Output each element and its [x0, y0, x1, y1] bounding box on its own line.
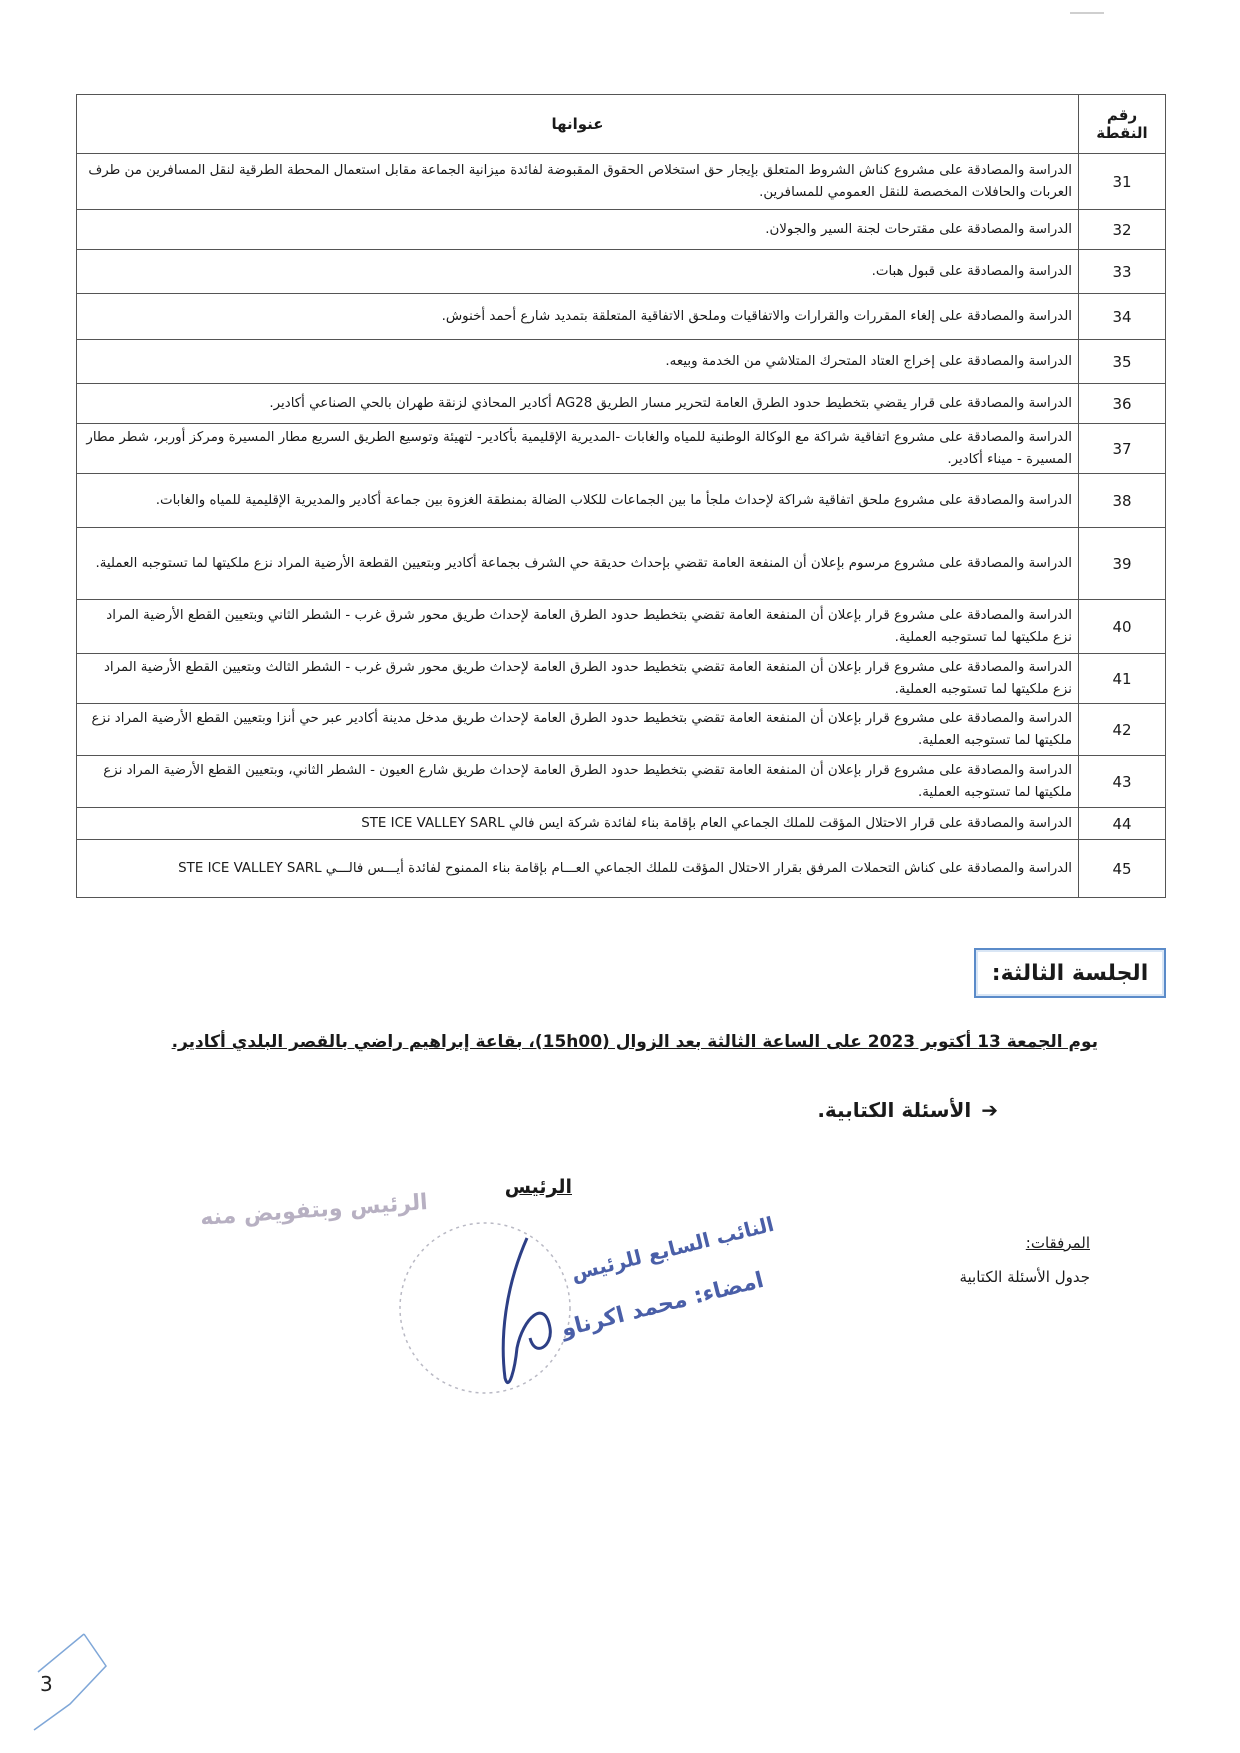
- signature-stamp: [295, 1211, 777, 1418]
- stamp-circle: [400, 1223, 570, 1393]
- table-header-row: [77, 95, 1166, 154]
- attachments-label: المرفقات:: [1025, 1234, 1090, 1252]
- table-row: [77, 474, 1166, 528]
- table-row: [77, 756, 1166, 808]
- scan-mark: [1070, 12, 1104, 14]
- row-text: الدراسة والمصادقة على إلغاء المقررات والقرارات والاتفاقيات وملحق الاتفاقية المتعلقة بتمديد شارع أحمد أخنوش.: [77, 294, 1079, 340]
- table-row: [77, 294, 1166, 340]
- row-number: 35: [1079, 340, 1166, 384]
- table-row: [77, 808, 1166, 840]
- header-number: رقم النقطة: [1079, 95, 1166, 154]
- row-text: الدراسة والمصادقة على مقترحات لجنة السير والجولان.: [77, 210, 1079, 250]
- table-row: [77, 704, 1166, 756]
- page-number: 3: [40, 1672, 53, 1696]
- row-number: 41: [1079, 654, 1166, 704]
- row-text: الدراسة والمصادقة على مشروع ملحق اتفاقية شراكة لإحداث ملجأ ما بين الجماعات للكلاب الضالة بمنطقة الغزوة بين جماعة أكادير والمديرية الإقليمية للمياه والغابات.: [77, 474, 1079, 528]
- row-text: الدراسة والمصادقة على إخراج العتاد المتحرك المتلاشي من الخدمة وبيعه.: [77, 340, 1079, 384]
- row-text: الدراسة والمصادقة على قرار الاحتلال المؤقت للملك الجماعي العام بإقامة بناء لفائدة شركة ايس فالي STE ICE VALLEY SARL: [77, 808, 1079, 840]
- row-number: 34: [1079, 294, 1166, 340]
- row-number: 44: [1079, 808, 1166, 840]
- signature-icon: [503, 1238, 550, 1383]
- arrow-left-icon: ➔: [981, 1098, 998, 1122]
- row-text: الدراسة والمصادقة على مشروع قرار بإعلان أن المنفعة العامة تقضي بتخطيط حدود الطرق العامة لإحداث طريق محور شرق غرب - الشطر الثاني وبتعيين القطع الأرضية المراد نزع ملكيتها لما تستوجبه العملية.: [77, 600, 1079, 654]
- attachments-item: جدول الأسئلة الكتابية: [959, 1268, 1090, 1286]
- row-text: الدراسة والمصادقة على قبول هبات.: [77, 250, 1079, 294]
- row-text: الدراسة والمصادقة على مشروع قرار بإعلان أن المنفعة العامة تقضي بتخطيط حدود الطرق العامة لإحداث طريق شارع العيون - الشطر الثاني، وبتعيين القطع الأرضية المراد نزع ملكيتها لما تستوجبه العملية.: [77, 756, 1079, 808]
- row-text: الدراسة والمصادقة على مشروع اتفاقية شراكة مع الوكالة الوطنية للمياه والغابات -المديرية الإقليمية بأكادير- لتهيئة وتوسيع الطريق السريع مطار المسيرة ومركز أوربر، شطر مطار المسيرة - ميناء أكادير.: [77, 424, 1079, 474]
- session-date-line: يوم الجمعة 13 أكتوبر 2023 على الساعة الثالثة بعد الزوال (15h00)، بقاعة إبراهيم راضي بالقصر البلدي أكادير.: [171, 1032, 1098, 1052]
- row-number: 32: [1079, 210, 1166, 250]
- delegation-stamp: الرئيس وبتفويض منه: [199, 1190, 429, 1231]
- table-row: [77, 154, 1166, 210]
- row-number: 36: [1079, 384, 1166, 424]
- table-row: [77, 424, 1166, 474]
- row-text: الدراسة والمصادقة على مشروع قرار بإعلان أن المنفعة العامة تقضي بتخطيط حدود الطرق العامة لإحداث طريق مدخل مدينة أكادير عبر حي أنزا وبتعيين القطع الأرضية المراد نزع ملكيتها لما تستوجبه العملية.: [77, 704, 1079, 756]
- row-number: 43: [1079, 756, 1166, 808]
- header-title: عنوانها: [77, 95, 1079, 154]
- row-number: 40: [1079, 600, 1166, 654]
- table-row: [77, 340, 1166, 384]
- row-number: 33: [1079, 250, 1166, 294]
- row-text: الدراسة والمصادقة على مشروع مرسوم بإعلان أن المنفعة العامة تقضي بإحداث حديقة حي الشرف بجماعة أكادير وبتعيين القطعة الأرضية المراد نزع ملكيتها لما تستوجبه العملية.: [77, 528, 1079, 600]
- table-row: [77, 654, 1166, 704]
- stamp-line-1: النائب السابع للرئيس: [568, 1211, 777, 1286]
- table-row: [77, 528, 1166, 600]
- agenda-table: [76, 94, 1166, 898]
- row-number: 39: [1079, 528, 1166, 600]
- written-questions-heading: [598, 1098, 998, 1122]
- row-number: 38: [1079, 474, 1166, 528]
- row-text: الدراسة والمصادقة على مشروع قرار بإعلان أن المنفعة العامة تقضي بتخطيط حدود الطرق العامة لإحداث طريق محور شرق غرب - الشطر الثالث وبتعيين القطع الأرضية المراد نزع ملكيتها لما تستوجبه العملية.: [77, 654, 1079, 704]
- president-label: الرئيس: [504, 1176, 572, 1198]
- written-questions-label: الأسئلة الكتابية.: [817, 1098, 972, 1122]
- row-number: 31: [1079, 154, 1166, 210]
- row-text: الدراسة والمصادقة على قرار يقضي بتخطيط حدود الطرق العامة لتحرير مسار الطريق AG28 أكادير المحاذي لزنقة طهران بالحي الصناعي أكادير.: [77, 384, 1079, 424]
- row-text: الدراسة والمصادقة على كناش التحملات المرفق بقرار الاحتلال المؤقت للملك الجماعي العـــام بإقامة بناء الممنوح لفائدة أيـــس فالـــي STE ICE VALLEY SARL: [77, 840, 1079, 898]
- row-number: 45: [1079, 840, 1166, 898]
- table-row: [77, 250, 1166, 294]
- table-row: [77, 840, 1166, 898]
- row-number: 42: [1079, 704, 1166, 756]
- session-title: الجلسة الثالثة:: [991, 960, 1149, 986]
- row-text: الدراسة والمصادقة على مشروع كناش الشروط المتعلق بإيجار حق استخلاص الحقوق المقبوضة لفائدة ميزانية الجماعة مقابل استعمال المحطة الطرقية لنقل المسافرين من طرف العربات والحافلات المخصصة للنقل العمومي للمسافرين.: [77, 154, 1079, 210]
- session-title-box: [974, 948, 1166, 998]
- stamp-line-2: امضاء: محمد اكرناو: [558, 1267, 767, 1343]
- table-row: [77, 210, 1166, 250]
- table-row: [77, 600, 1166, 654]
- table-row: [77, 384, 1166, 424]
- row-number: 37: [1079, 424, 1166, 474]
